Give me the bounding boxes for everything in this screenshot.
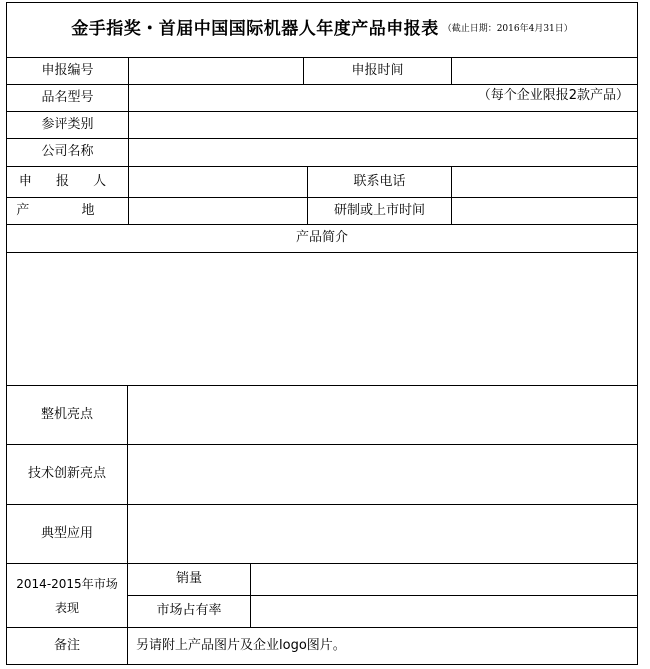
market-performance-text: 2014-2015年市场表现 xyxy=(16,576,118,615)
product-model-label: 品名型号 xyxy=(6,84,129,112)
category-field[interactable] xyxy=(128,111,638,139)
application-field[interactable] xyxy=(127,504,638,564)
deadline-note: （截止日期：2016年4月31日） xyxy=(442,24,573,35)
origin-field[interactable] xyxy=(128,197,308,225)
application-no-label: 申报编号 xyxy=(6,57,129,85)
phone-label: 联系电话 xyxy=(307,166,452,198)
launch-time-label: 研制或上市时间 xyxy=(307,197,452,225)
origin-label xyxy=(6,197,129,225)
category-label: 参评类别 xyxy=(6,111,129,139)
remarks-field[interactable] xyxy=(127,627,638,665)
application-no-field[interactable] xyxy=(128,57,304,85)
applicant-label-text: 申 报 人 xyxy=(18,173,117,189)
sales-field[interactable] xyxy=(250,563,638,596)
company-label: 公司名称 xyxy=(6,138,129,167)
applicant-field[interactable] xyxy=(128,166,308,198)
form-title: 金手指奖・首届中国国际机器人年度产品申报表 xyxy=(71,19,439,40)
highlights-label: 整机亮点 xyxy=(6,385,128,445)
origin-label-text: 产 地 xyxy=(16,202,119,218)
tech-innovation-label: 技术创新亮点 xyxy=(6,444,128,505)
highlights-field[interactable] xyxy=(127,385,638,445)
launch-time-field[interactable] xyxy=(451,197,638,225)
product-model-field[interactable] xyxy=(128,84,638,112)
intro-header: 产品简介 xyxy=(6,224,638,253)
remarks-value: 另请附上产品图片及企业logo图片。 xyxy=(136,637,346,653)
market-share-label: 市场占有率 xyxy=(127,595,251,628)
tech-innovation-field[interactable] xyxy=(127,444,638,505)
product-model-note: （每个企业限报2款产品） xyxy=(477,88,629,103)
company-field[interactable] xyxy=(128,138,638,167)
market-share-field[interactable] xyxy=(250,595,638,628)
application-form xyxy=(6,2,638,665)
form-title-cell xyxy=(6,2,638,58)
application-time-field[interactable] xyxy=(451,57,638,85)
remarks-label: 备注 xyxy=(6,627,128,665)
phone-field[interactable] xyxy=(451,166,638,198)
intro-field[interactable] xyxy=(6,252,638,386)
market-performance-label xyxy=(6,563,128,628)
application-time-label: 申报时间 xyxy=(303,57,452,85)
application-label: 典型应用 xyxy=(6,504,128,564)
applicant-label xyxy=(6,166,129,198)
sales-label: 销量 xyxy=(127,563,251,596)
